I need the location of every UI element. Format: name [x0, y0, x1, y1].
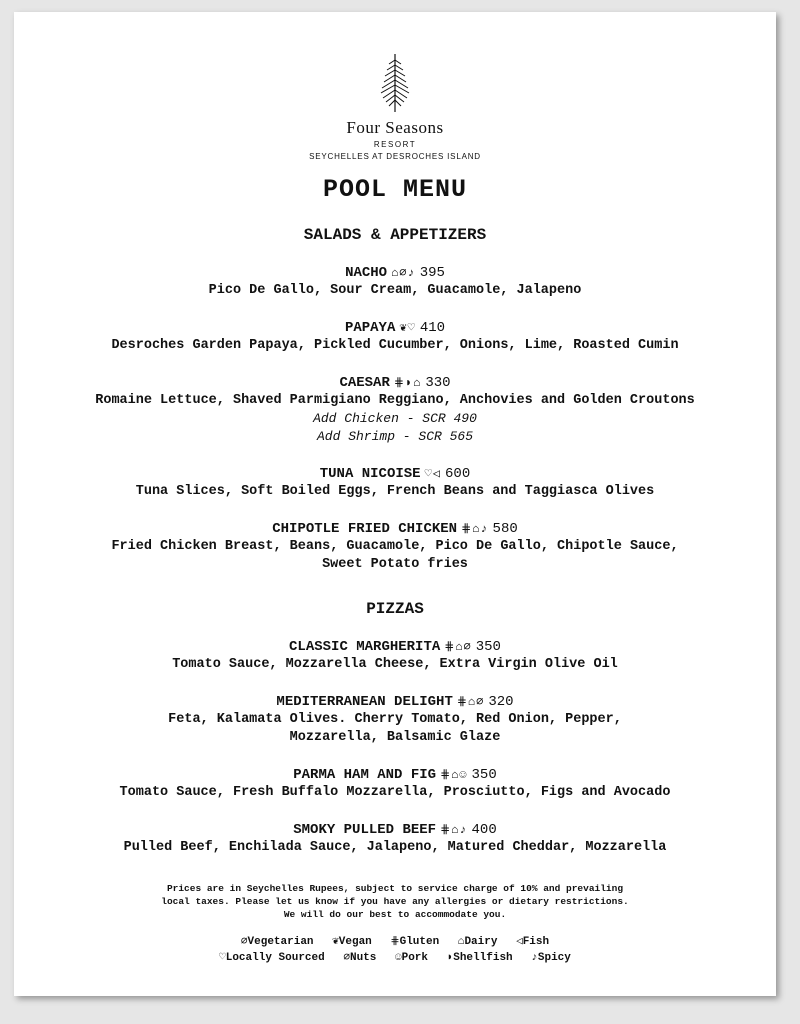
dietary-icons: ⋕⌂♪ — [461, 522, 489, 536]
gluten-icon: ⋕ — [390, 936, 400, 948]
legend-gluten — [390, 936, 439, 948]
item-price: 580 — [492, 521, 518, 537]
legend-label: Pork — [401, 952, 429, 964]
legend-label: Gluten — [399, 936, 440, 948]
item-description: Pico De Gallo, Sour Cream, Guacamole, Jalapeno — [208, 283, 582, 298]
tree-logo-icon — [378, 52, 412, 114]
item-name: NACHO — [345, 265, 388, 281]
item-description: Fried Chicken Breast, Beans, Guacamole, Pico De Gallo, Chipotle Sauce, — [111, 539, 679, 554]
dietary-icons: ⋕⌂⌀ — [444, 640, 472, 654]
menu-title: POOL MENU — [322, 175, 468, 204]
item-description-cont: Sweet Potato fries — [322, 557, 468, 572]
menu-item-chipotle-fried-chicken — [14, 520, 776, 574]
item-header — [14, 693, 776, 711]
menu-item-tuna-nicoise — [14, 465, 776, 501]
dietary-icons: ❦♡ — [399, 321, 416, 335]
item-name: CAESAR — [339, 375, 390, 391]
legend-nuts — [343, 952, 376, 964]
brand-subtitle: RESORT — [373, 140, 417, 149]
item-price: 350 — [471, 767, 497, 783]
item-description: Romaine Lettuce, Shaved Parmigiano Reggiano, Anchovies and Golden Croutons — [95, 393, 695, 408]
item-price: 410 — [419, 320, 446, 336]
fish-icon: ◁ — [516, 936, 523, 948]
item-header — [14, 374, 776, 392]
item-price: 330 — [425, 375, 451, 391]
item-name: CHIPOTLE FRIED CHICKEN — [272, 521, 458, 537]
item-price: 400 — [471, 822, 497, 838]
menu-item-papaya — [14, 319, 776, 355]
item-description: Tomato Sauce, Mozzarella Cheese, Extra Virgin Olive Oil — [172, 657, 618, 672]
item-header — [14, 319, 776, 337]
brand-logo — [14, 52, 776, 161]
brand-location: SEYCHELLES AT DESROCHES ISLAND — [309, 152, 481, 161]
spicy-icon: ♪ — [531, 952, 538, 964]
legend-row — [14, 934, 776, 950]
dietary-legend — [14, 934, 776, 966]
section-title-pizzas: PIZZAS — [366, 600, 424, 618]
item-name: PARMA HAM AND FIG — [293, 767, 437, 783]
item-description: Feta, Kalamata Olives. Cherry Tomato, Red Onion, Pepper, — [168, 712, 622, 727]
legend-pork — [395, 952, 428, 964]
dietary-icons: ⋕⌂♪ — [440, 823, 468, 837]
dietary-icons: ⋕⌂☺ — [440, 768, 468, 782]
vegetarian-icon: ⌀ — [240, 936, 248, 948]
item-header — [14, 821, 776, 839]
item-name: TUNA NICOISE — [319, 466, 421, 482]
legend-label: Shellfish — [453, 952, 513, 964]
legend-locally-sourced — [219, 952, 325, 964]
item-price: 600 — [445, 466, 471, 482]
item-addon-chicken: Add Chicken - SCR 490 — [313, 411, 477, 426]
section-title-salads: SALADS & APPETIZERS — [303, 226, 487, 244]
legend-vegan — [332, 936, 372, 948]
menu-item-mediterranean-delight — [14, 693, 776, 747]
legend-fish — [516, 936, 549, 948]
brand-name: Four Seasons — [346, 118, 444, 137]
legend-label: Dairy — [464, 936, 498, 948]
note-line: local taxes. Please let us know if you have any allergies or dietary restrictions. — [161, 896, 629, 907]
item-name: SMOKY PULLED BEEF — [293, 822, 437, 838]
item-description: Tomato Sauce, Fresh Buffalo Mozzarella, Prosciutto, Figs and Avocado — [119, 785, 671, 800]
menu-item-smoky-pulled-beef — [14, 821, 776, 857]
item-header — [14, 465, 776, 483]
vegan-icon: ❦ — [332, 936, 339, 948]
note-line: Prices are in Seychelles Rupees, subject to service charge of 10% and prevailing — [166, 883, 624, 894]
legend-label: Spicy — [537, 952, 571, 964]
item-description-cont: Mozzarella, Balsamic Glaze — [289, 730, 501, 745]
legend-label: Nuts — [349, 952, 377, 964]
item-description: Pulled Beef, Enchilada Sauce, Jalapeno, Matured Cheddar, Mozzarella — [123, 840, 667, 855]
menu-item-parma-ham-and-fig — [14, 766, 776, 802]
item-name: MEDITERRANEAN DELIGHT — [276, 694, 453, 710]
legend-dairy — [458, 936, 498, 948]
menu-item-caesar — [14, 374, 776, 446]
nuts-icon: ⌀ — [343, 952, 350, 964]
pork-icon: ☺ — [395, 952, 402, 964]
item-header — [14, 264, 776, 282]
note-line: We will do our best to accommodate you. — [283, 909, 507, 920]
item-header — [14, 766, 776, 784]
dietary-icons: ⋕◗⌂ — [393, 376, 422, 390]
menu-item-nacho — [14, 264, 776, 300]
item-name: PAPAYA — [344, 320, 396, 336]
item-header — [14, 638, 776, 656]
shellfish-icon: ◗ — [446, 952, 454, 964]
item-header — [14, 520, 776, 538]
item-description: Desroches Garden Papaya, Pickled Cucumber, Onions, Lime, Roasted Cumin — [111, 338, 679, 353]
legend-label: Fish — [522, 936, 550, 948]
legend-label: Vegetarian — [247, 936, 314, 948]
item-name: CLASSIC MARGHERITA — [289, 639, 441, 655]
item-price: 320 — [488, 694, 514, 710]
legend-label: Locally Sourced — [225, 952, 325, 964]
item-addon-shrimp: Add Shrimp - SCR 565 — [316, 429, 474, 444]
dietary-icons: ⌂⌀♪ — [391, 266, 416, 280]
item-price: 350 — [475, 639, 501, 655]
legend-label: Vegan — [338, 936, 372, 948]
item-price: 395 — [419, 265, 445, 281]
menu-content — [14, 226, 776, 876]
heart-icon: ♡ — [219, 952, 226, 964]
legend-shellfish — [447, 952, 513, 964]
legend-spicy — [531, 952, 571, 964]
dairy-icon: ⌂ — [457, 936, 465, 948]
item-description: Tuna Slices, Soft Boiled Eggs, French Beans and Taggiasca Olives — [135, 484, 655, 499]
dietary-icons: ⋕⌂⌀ — [456, 695, 485, 709]
legend-row — [14, 950, 776, 966]
pricing-note — [14, 882, 776, 921]
legend-vegetarian — [241, 936, 314, 948]
menu-item-classic-margherita — [14, 638, 776, 674]
dietary-icons: ♡◁ — [424, 467, 442, 481]
menu-page — [14, 12, 776, 996]
